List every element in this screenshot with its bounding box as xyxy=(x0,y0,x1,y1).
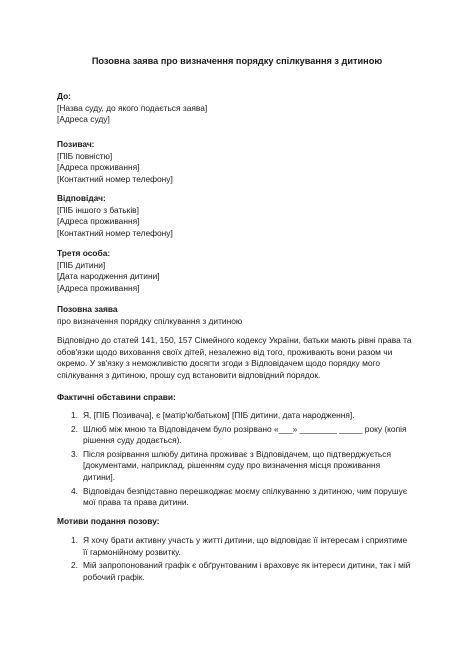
child-address: [Адреса проживання] xyxy=(57,282,140,293)
list-item xyxy=(57,449,413,484)
plaintiff-label: Позивач: xyxy=(57,139,95,149)
list-item-number: 1. xyxy=(71,410,78,420)
facts-list xyxy=(57,410,413,511)
list-item-number: 2. xyxy=(71,560,78,571)
list-item-text: Відповідач безпідставно перешкоджає моєму спілкуванню з дитиною, чим порушує мої права та права дитини. xyxy=(83,485,408,508)
list-item xyxy=(57,424,413,447)
list-item-text: Я хочу брати активну участь у житті дитини, що відповідає її інтересам і сприятиме її гармонійному розвитку. xyxy=(83,535,408,557)
claim-subheading: про визначення порядку спілкування з дитиною xyxy=(57,315,243,326)
recipient-section xyxy=(57,91,427,126)
child-name: [ПІБ дитини] xyxy=(57,259,106,270)
list-item-number: 1. xyxy=(71,535,78,545)
document-title: Позовна заява про визначення порядку спілкування з дитиною xyxy=(91,56,383,66)
third-party-label: Третя особа: xyxy=(57,248,111,258)
list-item xyxy=(57,410,413,422)
motives-heading xyxy=(57,516,427,528)
defendant-phone: [Контактний номер телефону] xyxy=(57,227,173,238)
list-item-text: Після розірвання шлюбу дитина проживає з Відповідачем, що підтверджується [документами, наприклад, рішенням суду про визначення місця проживання дитини]. xyxy=(83,448,392,482)
motives-list xyxy=(57,535,413,585)
claim-heading: Позовна заява xyxy=(57,304,118,314)
list-item-text: Мій запропонований графік є обґрунтованим і враховує як інтереси дитини, так і мій робочий графік. xyxy=(83,560,411,582)
claim-heading-section xyxy=(57,304,427,327)
recipient-court-name: [Назва суду, до якого подається заява] xyxy=(57,102,208,113)
child-birth-date: [Дата народження дитини] xyxy=(57,271,160,282)
recipient-label: До: xyxy=(57,91,71,101)
facts-heading xyxy=(57,392,427,404)
list-item xyxy=(57,486,413,509)
motives-heading-text: Мотиви подання позову: xyxy=(57,516,160,526)
defendant-address: [Адреса проживання] xyxy=(57,216,140,227)
defendant-label: Відповідач: xyxy=(57,193,106,203)
defendant-section xyxy=(57,193,427,239)
list-item xyxy=(57,535,413,558)
claim-paragraph: Відповідно до статей 141, 150, 157 Сімейного кодексу України, батьки мають рівні права та обов'язки щодо виховання своїх дітей, незалежно від того, проживають вони разом чи окремо. У зв'язку з неможливістю досягти згоди з Відповідачем щодо порядку мого спілкування з дитиною, прошу суд встановити відповідний порядок. xyxy=(57,335,412,380)
list-item-number: 4. xyxy=(71,485,78,496)
list-item-text: Я, [ПІБ Позивача], є [матір'ю/батьком] [ПІБ дитини, дата народження]. xyxy=(83,410,355,420)
plaintiff-section xyxy=(57,139,427,185)
plaintiff-name: [ПІБ повністю] xyxy=(57,150,113,161)
list-item-text: Шлюб між мною та Відповідачем було розірвано «___» ________ _____ року (копія рішення суду додається). xyxy=(83,423,407,446)
plaintiff-phone: [Контактний номер телефону] xyxy=(57,173,173,184)
third-party-section xyxy=(57,248,427,294)
facts-heading-text: Фактичні обставини справи: xyxy=(57,392,176,402)
recipient-court-address: [Адреса суду] xyxy=(57,114,110,125)
list-item xyxy=(57,560,413,583)
defendant-name: [ПІБ іншого з батьків] xyxy=(57,204,139,215)
list-item-number: 2. xyxy=(71,423,78,434)
list-item-number: 3. xyxy=(71,448,78,459)
plaintiff-address: [Адреса проживання] xyxy=(57,162,140,173)
